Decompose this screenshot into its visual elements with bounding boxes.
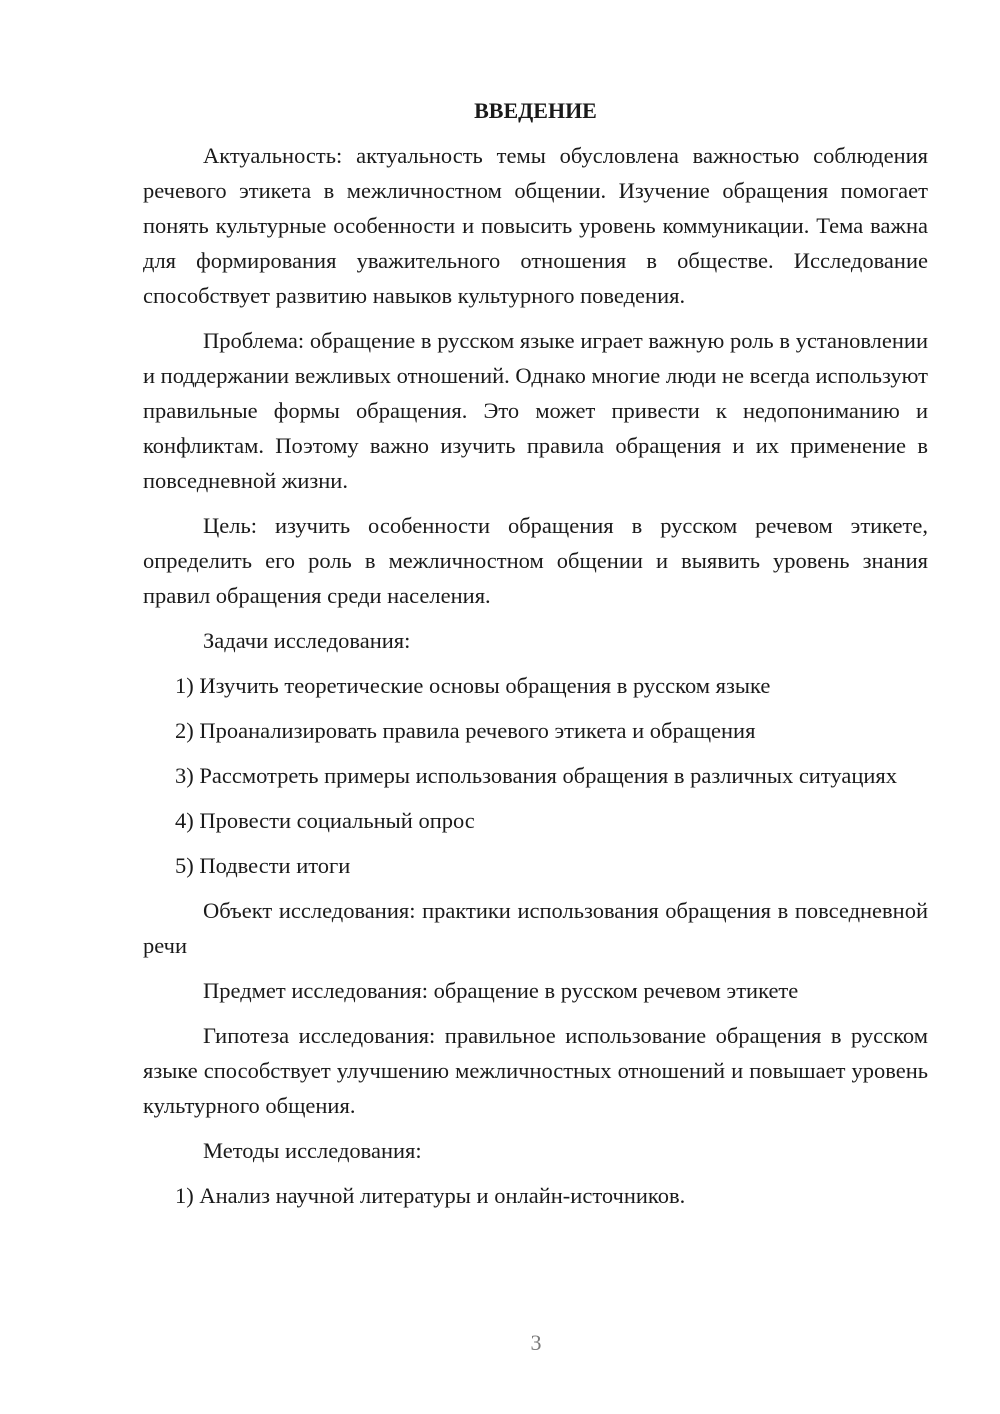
task-item-1: 1) Изучить теоретические основы обращения в русском языке xyxy=(175,673,771,698)
page-number: 3 xyxy=(530,1330,542,1355)
hypothesis-paragraph: Гипотеза исследования: правильное использование обращения в русском языке способствует улучшению межличностных отношений и повышает уровень культурного общения. xyxy=(143,1023,928,1118)
tasks-heading: Задачи исследования: xyxy=(203,628,411,653)
section-title: ВВЕДЕНИЕ xyxy=(474,98,597,123)
problem-paragraph: Проблема: обращение в русском языке играет важную роль в установлении и поддержании вежливых отношений. Однако многие люди не всегда используют правильные формы обращения. Это может привести к недопониманию и конфликтам. Поэтому важно изучить правила обращения и их применение в повседневной жизни. xyxy=(143,328,928,493)
methods-heading: Методы исследования: xyxy=(203,1138,422,1163)
relevance-paragraph: Актуальность: актуальность темы обусловлена важностью соблюдения речевого этикета в межличностном общении. Изучение обращения помогает понять культурные особенности и повысить уровень коммуникации. Тема важна для формирования уважительного отношения в обществе. Исследование способствует развитию навыков культурного поведения. xyxy=(143,143,928,308)
task-item-3: 3) Рассмотреть примеры использования обращения в различных ситуациях xyxy=(175,763,898,788)
task-item-2: 2) Проанализировать правила речевого этикета и обращения xyxy=(175,718,756,743)
subject-paragraph: Предмет исследования: обращение в русском речевом этикете xyxy=(203,978,799,1003)
method-item-1: 1) Анализ научной литературы и онлайн-источников. xyxy=(175,1183,686,1208)
task-item-5: 5) Подвести итоги xyxy=(175,853,351,878)
object-paragraph: Объект исследования: практики использования обращения в повседневной речи xyxy=(143,898,928,958)
task-item-4: 4) Провести социальный опрос xyxy=(175,808,475,833)
goal-paragraph: Цель: изучить особенности обращения в русском речевом этикете, определить его роль в межличностном общении и выявить уровень знания правил обращения среди населения. xyxy=(143,513,928,608)
page-content xyxy=(143,93,928,1223)
